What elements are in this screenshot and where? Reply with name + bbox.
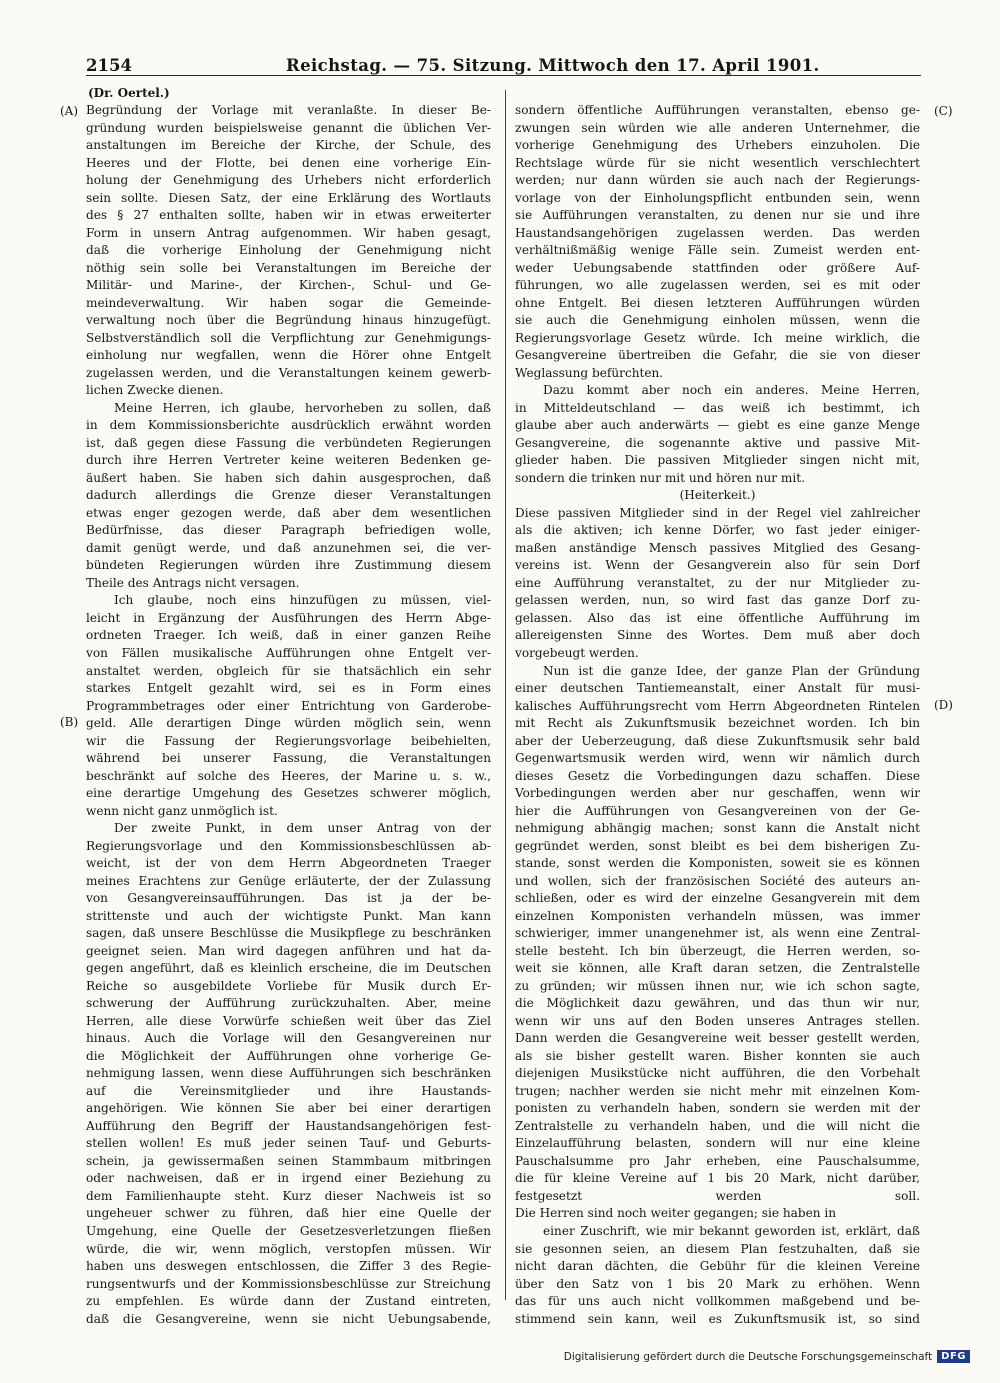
text-line: dem Familienhaupte steht. Kurz dieser Nachweis ist so [86, 1188, 491, 1203]
text-line: einholung nur wegfallen, wenn die Hörer ohne Entgelt [86, 348, 491, 363]
text-line: vereins ist. Wenn der Gesangverein also für sein Dorf [515, 558, 920, 573]
text-line: schwerung der Aufführung zurückzuhalten. Aber, meine [86, 996, 491, 1011]
text-line: diejenigen Musikstücke nicht aufführen, die den Vorbehalt [515, 1066, 920, 1081]
left-text-column [86, 102, 491, 1328]
text-line: stande, sonst werden die Komponisten, soweit sie es können [515, 856, 920, 871]
text-line: beschränkt auf solche des Heeres, der Marine u. s. w., [86, 768, 491, 783]
margin-marker-b: (B) [60, 715, 79, 729]
text-line: stimmend sein kann, weil es Zukunftsmusik ist, so sind [515, 1311, 920, 1326]
text-line: ordneten Traeger. Ich weiß, daß in einer ganzen Reihe [86, 628, 491, 643]
text-line: nöthig sein solle bei Veranstaltungen im Bereiche der [86, 260, 491, 275]
text-line: strittenste und auch der wichtigste Punkt. Man kann [86, 908, 491, 923]
text-line: Pauschalsumme pro Jahr erheben, eine Pauschalsumme, [515, 1153, 920, 1168]
text-line: Reiche so ausgebildete Vorliebe für Musik durch Er- [86, 978, 491, 993]
text-line: etwas enger gezogen werde, daß aber dem wesentlichen [86, 505, 491, 520]
text-line: von Gesangvereinsaufführungen. Das ist ja der be- [86, 891, 491, 906]
text-line: die Möglichkeit der Aufführungen ohne vorherige Ge- [86, 1048, 491, 1063]
text-line: einer deutschen Tantiemeanstalt, einer Anstalt für musi- [515, 681, 920, 696]
text-line: anstaltet werden, obgleich für sie thatsächlich ein sehr [86, 663, 491, 678]
text-line: sie auch die Genehmigung einholen müssen, wenn die [515, 313, 920, 328]
text-line: geeignet seien. Man wird dagegen anführen und hat da- [86, 943, 491, 958]
text-line: dadurch allerdings die Grenze dieser Veranstaltungen [86, 488, 491, 503]
text-line: Heeres und der Flotte, bei denen eine vorherige Ein- [86, 155, 491, 170]
text-line: Herren, alle diese Vorwürfe schießen weit über das Ziel [86, 1013, 491, 1028]
text-line: Regierungsvorlage Gesetz würde. Ich meine wirklich, die [515, 330, 920, 345]
footer-credit: Digitalisierung gefördert durch die Deutsche Forschungsgemeinschaft [563, 1350, 933, 1363]
page-number: 2154 [86, 56, 132, 75]
header-title: Reichstag. — 75. Sitzung. Mittwoch den 17. April 1901. [286, 56, 820, 75]
text-line: in Mitteldeutschland — das weiß ich bestimmt, ich [515, 400, 920, 415]
text-line: Diese passiven Mitglieder sind in der Regel viel zahlreicher [515, 505, 920, 520]
text-line: Selbstverständlich soll die Verpflichtung zur Genehmigungs- [86, 330, 491, 345]
text-line: sie gesonnen seien, an diesem Plan festzuhalten, daß sie [515, 1241, 920, 1256]
text-line: Gegenwartsmusik werden wird, wenn wir nämlich durch [515, 751, 920, 766]
text-line: in dem Kommissionsberichte ausdrücklich erwähnt worden [86, 418, 491, 433]
text-line: vorherige Genehmigung des Urhebers einzuholen. Die [515, 138, 920, 153]
text-line: (Heiterkeit.) [679, 488, 756, 503]
text-line: Weglassung befürchten. [515, 365, 664, 380]
text-line: stellen wollen! Es muß jeder seinen Tauf- und Geburts- [86, 1136, 491, 1151]
text-line: vorlage von der Einholungspflicht entbunden sein, wenn [515, 190, 920, 205]
text-line: wenn nicht ganz unmöglich ist. [86, 803, 278, 818]
text-line: nicht daran dächten, die Gebühr für die kleinen Vereine [515, 1259, 920, 1274]
text-line: Umgehung, eine Quelle der Gesetzesverletzungen fließen [86, 1224, 491, 1238]
text-line: einer Zuschrift, wie mir bekannt geworden ist, erklärt, daß [543, 1224, 920, 1238]
text-line: glaube aber auch anderwärts — giebt es eine ganze Menge [515, 418, 920, 433]
text-line: sondern öffentliche Aufführungen veranstalten, ebenso ge- [515, 103, 920, 117]
text-line: verwaltung noch über die Begründung hinaus hinzugefügt. [86, 313, 491, 328]
text-line: meines Erachtens zur Genüge erläuterte, der der Zulassung [86, 873, 491, 888]
text-line: Gesangvereine, die sogenannte aktive und passive Mit- [515, 435, 920, 450]
text-line: durch ihre Herren Vertreter keine weiteren Bedenken ge- [86, 453, 491, 468]
dfg-logo: DFG [937, 1350, 970, 1363]
text-line: Militär- und Marine-, der Kirchen-, Schul- und Ge- [86, 278, 491, 293]
text-line: gegründet werden, sonst bleibt es bei dem bisherigen Zu- [515, 838, 920, 853]
text-line: daß die vorherige Einholung der Genehmigung nicht [86, 243, 491, 258]
text-line: haben uns deswegen entschlossen, die Ziffer 3 des Regie- [86, 1259, 491, 1274]
text-line: verhältnißmäßig wenige Fälle sein. Zumeist werden ent- [515, 243, 920, 258]
text-line: Rechtslage würde für sie nicht wesentlich verschlechtert [515, 155, 920, 170]
text-line: nehmigung lassen, wenn diese Aufführungen sich beschränken [86, 1066, 491, 1081]
text-line: weder Uebungsabende stattfinden oder größere Auf- [515, 260, 920, 275]
text-line: schein, ja gewissermaßen seinen Stammbaum mitbringen [86, 1153, 491, 1168]
margin-marker-c: (C) [934, 104, 953, 118]
text-line: oder nachweisen, daß er in irgend einer Beziehung zu [86, 1171, 491, 1186]
text-line: führungen, wo alle zugelassen werden, sei es mit oder [515, 278, 920, 293]
text-line: starkes Entgelt gezahlt wird, sei es in Form eines [86, 681, 491, 696]
text-line: zu gründen; wir müssen ihnen nur, wie ich schon sagte, [515, 978, 920, 993]
text-line: Aufführung den Begriff der Haustandsangehörigen fest- [86, 1118, 491, 1133]
text-line: damit genügt werde, und daß anzunehmen sei, die ver- [86, 540, 491, 555]
text-line: dieses Gesetz die Vorbedingungen dazu schaffen. Diese [515, 768, 920, 783]
text-line: schließen, oder es wird der einzelne Gesangverein mit dem [515, 891, 920, 906]
text-line: maßen anständige Mensch passives Mitglied des Gesang- [515, 540, 920, 555]
text-line: zugelassen werden, und die Veranstaltungen keinem gewerb- [86, 365, 491, 380]
text-line: meindeverwaltung. Wir haben sogar die Gemeinde- [86, 295, 491, 310]
text-line: weit sie können, alle Kraft daran setzen, die Zentralstelle [515, 961, 920, 976]
text-line: von Fällen musikalische Aufführungen ohne Entgelt ver- [86, 645, 491, 660]
text-line: aber der Ueberzeugung, daß diese Zukunftsmusik sehr bald [515, 733, 920, 748]
text-line: die für kleine Vereine auf 1 bis 20 Mark, nicht darüber, [515, 1171, 920, 1186]
text-line: wir die Fassung der Regierungsvorlage beibehielten, [86, 733, 491, 748]
text-line: daß die Gesangvereine, wenn sie nicht Uebungsabende, [86, 1311, 491, 1326]
text-line: lichen Zwecke dienen. [86, 383, 224, 398]
text-line: sagen, daß unsere Beschlüsse die Musikpflege zu beschränken [86, 926, 491, 941]
text-line: angehörigen. Wie können Sie aber bei einer derartigen [86, 1101, 491, 1116]
text-line: Theile des Antrags nicht versagen. [86, 575, 300, 590]
text-line: als sie bisher gestellt waren. Bisher konnten sie auch [515, 1048, 920, 1063]
text-line: sein sollte. Diesen Satz, der eine Erklärung des Wortlauts [86, 190, 491, 205]
text-line: und wollen, sich der französischen Société des auteurs an- [515, 873, 920, 888]
text-line: glieder haben. Die passiven Mitglieder singen nicht mit, [515, 453, 920, 468]
text-line: nehmigung abhängig machen; sonst kann die Anstalt nicht [515, 821, 920, 836]
text-line: Dazu kommt aber noch ein anderes. Meine Herren, [543, 383, 920, 398]
header-rule [86, 75, 921, 76]
text-line: vorgebeugt werden. [515, 645, 639, 660]
text-line: sie Aufführungen veranstalten, zu denen nur sie und ihre [515, 208, 920, 223]
text-line: Form in unsern Antrag aufgenommen. Wir haben gesagt, [86, 225, 491, 240]
text-line: ungeheuer schwer zu führen, daß hier eine Quelle der [86, 1206, 491, 1221]
text-line: Einzelaufführung belasten, sondern will nur eine kleine [515, 1136, 920, 1151]
text-line: Gesangvereine übertreiben die Gefahr, die sie von dieser [515, 348, 920, 363]
text-line: Regierungsvorlage und den Kommissionsbeschlüssen ab- [86, 838, 491, 853]
text-line: gegen angeführt, daß es kleinlich erscheine, die im Deutschen [86, 961, 491, 976]
text-line: würde, die wir, wenn möglich, verstopfen müssen. Wir [86, 1241, 491, 1256]
text-line: holung der Genehmigung des Urhebers nicht erforderlich [86, 173, 491, 188]
running-header [86, 50, 921, 76]
text-line: zu empfehlen. Es würde dann der Zustand eintreten, [86, 1294, 491, 1309]
margin-marker-d: (D) [934, 698, 953, 712]
margin-marker-a: (A) [60, 104, 79, 118]
text-line: bündeten Regierungen würden ihre Zustimmung diesem [86, 558, 491, 573]
text-line: geld. Alle derartigen Dinge würden möglich sein, wenn [86, 716, 491, 731]
text-line: weicht, ist der von dem Herrn Abgeordneten Traeger [86, 856, 491, 871]
text-line: ponisten zu verhandeln haben, sondern sie werden mit der [515, 1101, 920, 1116]
text-line: als die aktiven; ich kenne Dörfer, wo fast jeder einiger- [515, 523, 920, 538]
text-line: hier die Aufführungen von Gesangvereinen von der Ge- [515, 803, 920, 818]
text-line: eine derartige Umgehung des Gesetzes schwerer möglich, [86, 786, 491, 801]
text-line: die Möglichkeit dazu gewähren, und das thun wir nur, [515, 996, 920, 1011]
text-line: mit Recht als Zukunftsmusik bezeichnet worden. Ich bin [515, 716, 920, 731]
text-line: Begründung der Vorlage mit veranlaßte. In dieser Be- [86, 103, 491, 117]
text-line: äußert haben. Sie haben sich dahin ausgesprochen, daß [86, 470, 491, 485]
text-line: über den Satz von 1 bis 20 Mark zu erhöhen. Wenn [515, 1276, 920, 1291]
text-line: gründung wurden beispielsweise genannt die üblichen Ver- [86, 120, 491, 135]
text-line: Der zweite Punkt, in dem unser Antrag von der [114, 821, 491, 836]
text-line: allereigensten Sinne des Wortes. Dem muß aber doch [515, 628, 920, 643]
text-line: hinaus. Auch die Vorlage will den Gesangvereinen nur [86, 1031, 491, 1046]
text-line: Programmbetrages oder einer Entrichtung von Garderobe- [86, 698, 491, 713]
column-divider [505, 90, 506, 1300]
text-line: Ich glaube, noch eins hinzufügen zu müssen, viel- [114, 593, 491, 608]
speaker-label: (Dr. Oertel.) [88, 86, 170, 100]
text-line: auf die Vereinsmitglieder und ihre Haustands- [86, 1083, 491, 1098]
text-line: anstaltungen im Bereiche der Kirche, der Schule, des [86, 138, 491, 153]
text-line: rungsentwurfs und der Kommissionsbeschlüsse zur Streichung [86, 1276, 491, 1291]
right-text-column [515, 102, 920, 1328]
text-line: wenn wir uns auf den Boden unseres Antrages stellen. [515, 1013, 920, 1028]
text-line: gelassen werden, nun, so wird fast das ganze Dorf zu- [515, 593, 920, 608]
text-line: Bedürfnisse, das dieser Paragraph befriedigen wolle, [86, 523, 491, 538]
text-line: schwieriger, immer unangenehmer ist, als wenn eine Zentral- [515, 926, 920, 941]
text-line: Nun ist die ganze Idee, der ganze Plan der Gründung [543, 663, 920, 678]
text-line: das für uns auch nicht vollkommen maßgebend und be- [515, 1294, 920, 1309]
text-line: festgesetzt werden soll. [515, 1188, 920, 1203]
text-line: Die Herren sind noch weiter gegangen; sie haben in [515, 1206, 837, 1221]
text-line: trugen; nachher werden sie nicht mehr mit einzelnen Kom- [515, 1083, 920, 1098]
text-line: leicht in Ergänzung der Ausführungen des Herrn Abge- [86, 610, 491, 625]
text-line: des § 27 enthalten sollte, haben wir in etwas erweiterter [86, 208, 491, 223]
text-line: kalisches Aufführungsrecht vom Herrn Abgeordneten Rintelen [515, 698, 920, 713]
text-line: Zentralstelle zu verhandeln haben, und die will nicht die [515, 1118, 920, 1133]
text-line: Vorbedingungen werden aber nur geschaffen, wenn wir [515, 786, 920, 801]
text-line: zwungen sein würden wie alle anderen Unternehmer, die [515, 120, 920, 135]
text-line: während bei unserer Fassung, die Veranstaltungen [86, 751, 491, 766]
text-line: gelassen. Also das ist eine öffentliche Aufführung im [515, 610, 920, 625]
text-line: ohne Entgelt. Bei diesen letzteren Aufführungen würden [515, 295, 920, 310]
funding-footer [564, 1350, 970, 1363]
text-line: eine Aufführung veranstaltet, zu der nur Mitglieder zu- [515, 575, 920, 590]
text-line: Meine Herren, ich glaube, hervorheben zu sollen, daß [114, 400, 491, 415]
text-line: Dann werden die Gesangvereine weit besser gestellt werden, [515, 1031, 920, 1046]
text-line: ist, daß gegen diese Fassung die verbündeten Regierungen [86, 435, 491, 450]
text-line: einzelnen Komponisten verhandeln müssen, was immer [515, 908, 920, 923]
text-line: stelle besteht. Ich bin überzeugt, die Herren werden, so- [515, 943, 920, 958]
text-line: werden; nur dann würden sie auch nach der Regierungs- [515, 173, 920, 188]
text-line: Haustandsangehörigen zugelassen werden. Das werden [515, 225, 920, 240]
text-line: sondern die trinken nur mit und hören nur mit. [515, 470, 805, 485]
